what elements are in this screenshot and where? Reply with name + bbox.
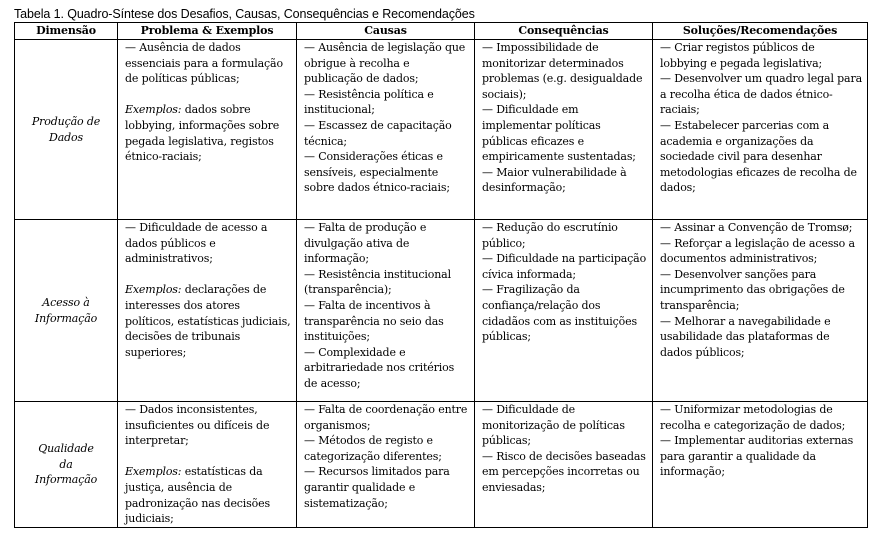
header-causes: Causas <box>297 23 475 40</box>
cause-item: — Recursos limitados para garantir qualidade e sistematização; <box>304 465 450 510</box>
solutions-cell <box>653 220 868 402</box>
summary-table <box>14 22 868 528</box>
examples-text: declarações de interesses dos atores políticos, estatísticas judiciais, decisões de tribunais superiores; <box>125 283 291 359</box>
solution-item: — Desenvolver sanções para incumprimento das obrigações de transparência; <box>660 267 845 312</box>
consequence-item: — Dificuldade de monitorização de políticas públicas; <box>482 403 625 448</box>
causes-cell <box>297 402 475 528</box>
solutions-cell <box>653 40 868 220</box>
examples-label: Exemplos: <box>125 465 182 479</box>
table-caption: Tabela 1. Quadro-Síntese dos Desafios, Causas, Consequências e Recomendações <box>14 7 475 21</box>
causes-cell <box>297 40 475 220</box>
consequence-item: — Risco de decisões baseadas em percepções incorretas ou enviesadas; <box>482 449 646 494</box>
cause-item: — Falta de coordenação entre organismos; <box>304 403 468 432</box>
dimension-label: Informação <box>34 473 98 487</box>
consequences-cell <box>475 402 653 528</box>
solution-item: — Reforçar a legislação de acesso a documentos administrativos; <box>660 236 855 266</box>
cause-item: — Métodos de registo e categorização diferentes; <box>304 434 442 463</box>
dimension-label: Dados <box>49 130 83 144</box>
dimension-cell <box>15 220 118 402</box>
dimension-cell <box>15 40 118 220</box>
header-row <box>15 23 868 40</box>
dimension-label: Qualidade <box>38 441 94 455</box>
solutions-cell <box>653 402 868 528</box>
cause-item: — Falta de produção e divulgação ativa de informação; <box>304 221 427 266</box>
problem-text: — Dificuldade de acesso a dados públicos e administrativos; <box>125 221 268 266</box>
header-consequences: Consequências <box>475 23 653 40</box>
problem-text: — Dados inconsistentes, insuficientes ou difíceis de interpretar; <box>125 403 270 448</box>
problem-cell <box>118 40 297 220</box>
cause-item: — Resistência política e institucional; <box>304 87 434 117</box>
cause-item: — Escassez de capacitação técnica; <box>304 118 452 148</box>
solution-item: — Implementar auditorias externas para garantir a qualidade da informação; <box>660 434 854 479</box>
header-solutions: Soluções/Recomendações <box>653 23 868 40</box>
solution-item: — Uniformizar metodologias de recolha e categorização de dados; <box>660 403 846 432</box>
header-dimension: Dimensão <box>15 23 118 40</box>
consequence-item: — Redução do escrutínio público; <box>482 221 618 250</box>
solution-item: — Estabelecer parcerias com a academia e organizações da sociedade civil para desenhar metodologias eficazes de recolha de dados; <box>660 118 857 195</box>
cause-item: — Complexidade e arbitrariedade nos critérios de acesso; <box>304 345 455 390</box>
consequence-item: — Impossibilidade de monitorizar determinados problemas (e.g. desigualdade sociais); <box>482 41 643 101</box>
consequence-item: — Dificuldade na participação cívica informada; <box>482 252 647 281</box>
table-row <box>15 220 868 402</box>
dimension-cell <box>15 402 118 528</box>
consequence-item: — Fragilização da confiança/relação dos cidadãos com as instituições públicas; <box>482 283 637 344</box>
consequences-cell <box>475 220 653 402</box>
dimension-label: Informação <box>34 311 98 325</box>
problem-text: — Ausência de dados essenciais para a formulação de políticas públicas; <box>125 41 283 86</box>
header-problem: Problema & Exemplos <box>118 23 297 40</box>
dimension-label: da <box>59 457 73 471</box>
causes-cell <box>297 220 475 402</box>
solution-item: — Criar registos públicos de lobbying e pegada legislativa; <box>660 41 823 70</box>
examples-text: dados sobre lobbying, informações sobre pegada legislativa, registos étnico-raciais; <box>125 103 280 164</box>
cause-item: — Considerações éticas e sensíveis, especialmente sobre dados étnico-raciais; <box>304 150 450 195</box>
examples-label: Exemplos: <box>125 103 182 117</box>
examples-label: Exemplos: <box>125 283 182 297</box>
consequence-item: — Maior vulnerabilidade à desinformação; <box>482 165 627 195</box>
table-row <box>15 40 868 220</box>
consequences-cell <box>475 40 653 220</box>
dimension-label: Produção de <box>31 114 101 128</box>
solution-item: — Assinar a Convenção de Tromsø; <box>660 221 853 234</box>
problem-cell <box>118 220 297 402</box>
solution-item: — Desenvolver um quadro legal para a recolha ética de dados étnico-raciais; <box>660 72 862 117</box>
table-row <box>15 402 868 528</box>
consequence-item: — Dificuldade em implementar políticas públicas eficazes e empiricamente sustentadas; <box>482 103 636 164</box>
problem-cell <box>118 402 297 528</box>
cause-item: — Resistência institucional (transparência); <box>304 267 451 297</box>
examples-text: estatísticas da justiça, ausência de padronização nas decisões judiciais; <box>125 465 271 526</box>
cause-item: — Ausência de legislação que obrigue à recolha e publicação de dados; <box>304 41 466 86</box>
solution-item: — Melhorar a navegabilidade e usabilidade das plataformas de dados públicos; <box>660 314 831 359</box>
cause-item: — Falta de incentivos à transparência no seio das instituições; <box>304 298 444 344</box>
dimension-label: Acesso à <box>42 295 90 309</box>
